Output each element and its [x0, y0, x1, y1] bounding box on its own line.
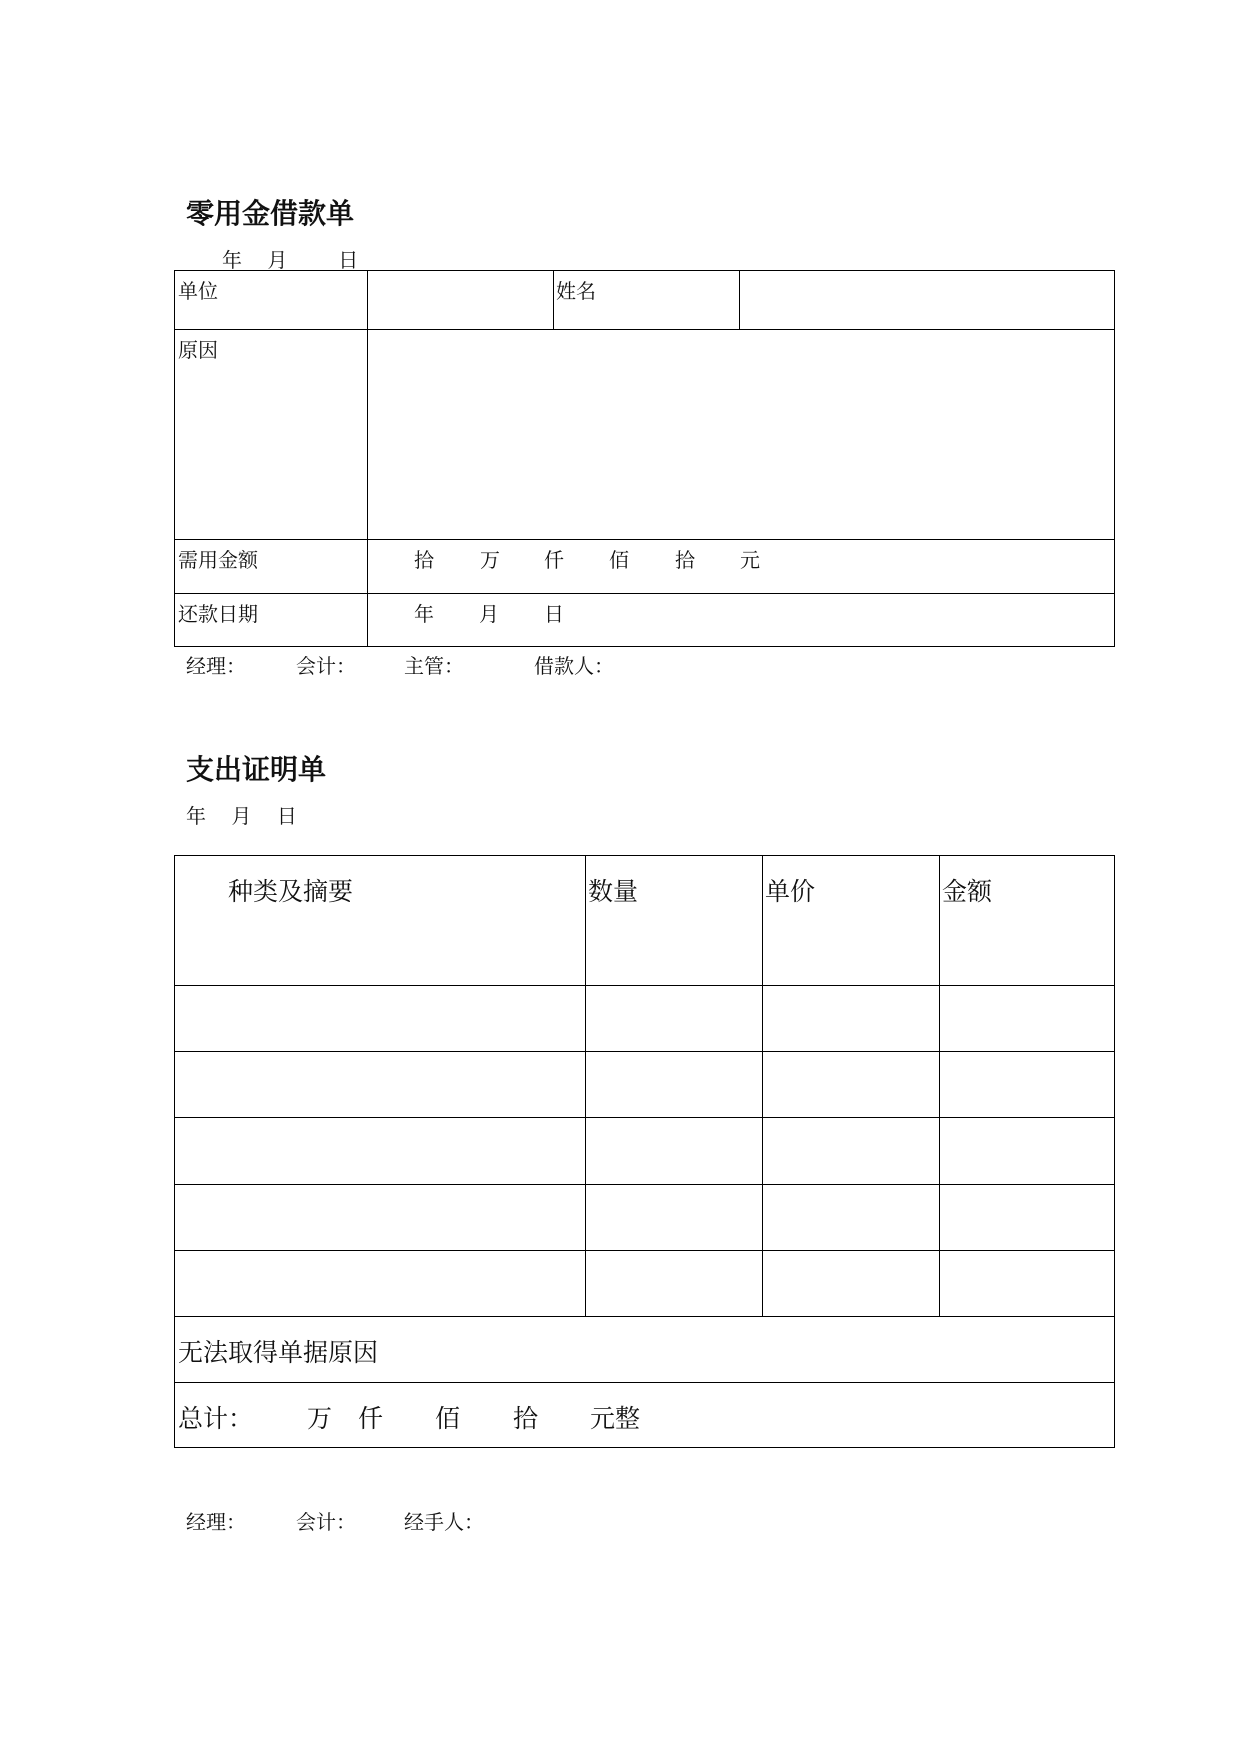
- header-category-summary: 种类及摘要: [228, 877, 354, 906]
- header-unit-price: 单价: [765, 877, 816, 906]
- loan-sign-borrower: 借款人：: [534, 654, 614, 678]
- loan-sign-manager: 经理：: [186, 654, 246, 678]
- amount-unit-bai: 佰: [609, 548, 629, 572]
- name-label: 姓名: [556, 279, 596, 303]
- amount-unit-shi: 拾: [414, 548, 434, 572]
- total-unit-bai: 佰: [435, 1404, 461, 1433]
- total-unit-wan: 万: [307, 1404, 333, 1433]
- expense-sign-accountant: 会计：: [296, 1510, 356, 1534]
- table-row[interactable]: [176, 1252, 1113, 1314]
- reason-label: 原因: [178, 338, 218, 362]
- expense-sign-manager: 经理：: [186, 1510, 246, 1534]
- total-unit-qian: 仟: [358, 1404, 384, 1433]
- repay-unit-year: 年: [414, 602, 434, 626]
- table-row[interactable]: [176, 987, 1113, 1049]
- loan-form-date-line: 年 月 日: [222, 248, 359, 272]
- reason-field[interactable]: [369, 331, 1113, 537]
- total-unit-shi: 拾: [513, 1404, 539, 1433]
- no-receipt-reason-label: 无法取得单据原因: [178, 1338, 379, 1367]
- amount-unit-yuan: 元: [740, 548, 760, 572]
- name-field[interactable]: [741, 272, 1113, 328]
- total-unit-yuan-zheng: 元整: [590, 1404, 641, 1433]
- amount-unit-shi-2: 拾: [675, 548, 695, 572]
- amount-unit-qian: 仟: [544, 548, 564, 572]
- repay-unit-month: 月: [479, 602, 499, 626]
- loan-sign-accountant: 会计：: [296, 654, 356, 678]
- table-row[interactable]: [176, 1053, 1113, 1115]
- amount-label: 需用金额: [178, 548, 258, 572]
- total-label: 总计：: [178, 1404, 254, 1433]
- expense-form-date-line: 年 月 日: [186, 804, 297, 828]
- repay-unit-day: 日: [544, 602, 564, 626]
- unit-label: 单位: [178, 279, 218, 303]
- header-quantity: 数量: [588, 877, 639, 906]
- table-row[interactable]: [176, 1186, 1113, 1248]
- expense-sign-handler: 经手人：: [404, 1510, 484, 1534]
- table-row[interactable]: [176, 1119, 1113, 1182]
- unit-field[interactable]: [369, 272, 551, 328]
- amount-unit-wan: 万: [480, 548, 500, 572]
- expense-form-title: 支出证明单: [186, 753, 327, 786]
- header-amount: 金额: [942, 877, 993, 906]
- loan-form-title: 零用金借款单: [186, 197, 355, 230]
- loan-sign-supervisor: 主管：: [404, 654, 464, 678]
- repay-label: 还款日期: [178, 602, 258, 626]
